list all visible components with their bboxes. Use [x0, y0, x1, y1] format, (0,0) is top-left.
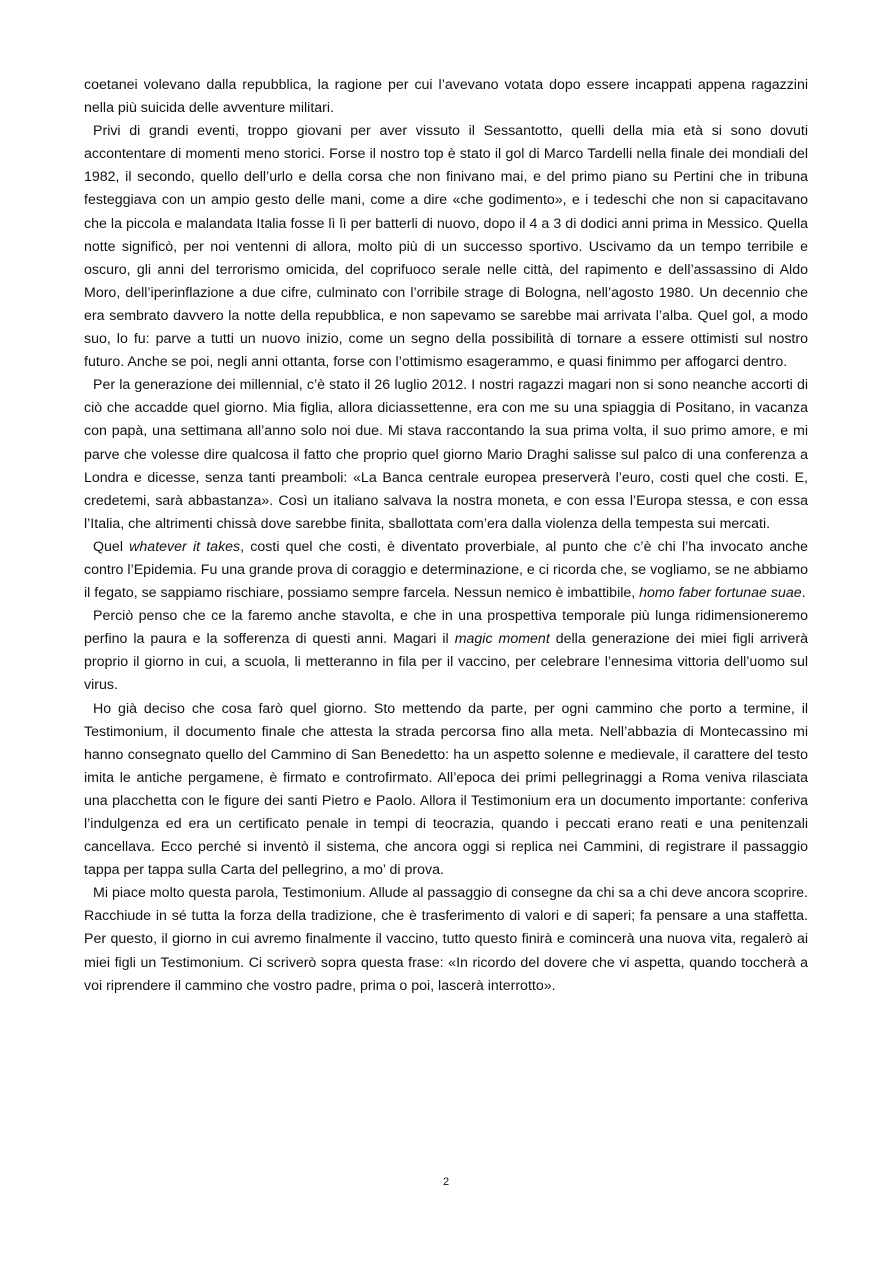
paragraph [84, 882, 808, 997]
italic-text: homo faber fortunae suae [639, 585, 802, 602]
paragraph [84, 74, 808, 120]
paragraph-text: Quel [93, 538, 130, 555]
paragraph [84, 698, 808, 883]
italic-text: whatever it takes [129, 538, 241, 555]
paragraph-text: , costi quel che costi, è diventato proverbiale, al punto che c’è chi l’ha invocato anche contro l’Epidemia. Fu una grande prova di coraggio e determinazione, e ci ricorda che, se vogliamo, se ne abbiamo il fegato, se sappiamo rischiare, possiamo sempre farcela. Nessun nemico è imbattibile, [84, 538, 808, 602]
paragraph-text: . [801, 585, 806, 602]
paragraph [84, 120, 808, 374]
paragraph-text: Perciò penso che ce la faremo anche stavolta, e che in una prospettiva temporale più lunga ridimensioneremo perfino la paura e la sofferenza di questi anni. Magari il [84, 608, 808, 648]
page-number: 2 [442, 1176, 450, 1188]
document-body [84, 74, 808, 998]
paragraph [84, 374, 808, 536]
paragraph-text: coetanei volevano dalla repubblica, la ragione per cui l’avevano votata dopo essere incappati appena ragazzini nella più suicida delle avventure militari. [84, 77, 808, 117]
paragraph-text: Privi di grandi eventi, troppo giovani per aver vissuto il Sessantotto, quelli della mia età si sono dovuti accontentare di momenti meno storici. Forse il nostro top è stato il gol di Marco Tardelli nella finale dei mondiali del 1982, il secondo, quello dell’urlo e della corsa che non finivano mai, e del primo piano su Pertini che in tribuna festeggiava con un ampio gesto delle mani, come a dire «che godimento», e i tedeschi che non si capacitavano che la piccola e malandata Italia fosse lì lì per batterli di nuovo, dopo il 4 a 3 di dodici anni prima in Messico. Quella notte significò, per noi ventenni di allora, molto più di un successo sportivo. Uscivamo da un tempo terribile e oscuro, gli anni del terrorismo omicida, del coprifuoco serale nelle città, del rapimento e dell’assassino di Aldo Moro, dell’iperinflazione a due cifre, culminato con l’orribile strage di Bologna, nell’agosto 1980. Un decennio che era sembrato davvero la notte della repubblica, e non sapevamo se sarebbe mai arrivata l’alba. Quel gol, a modo suo, lo fu: parve a tutti un nuovo inizio, come un segno della possibilità di tornare a essere ottimisti sul nostro futuro. Anche se poi, negli anni ottanta, forse con l’ottimismo esagerammo, e quasi finimmo per affogarci dentro. [84, 123, 808, 371]
paragraph [84, 605, 808, 697]
paragraph-text: Mi piace molto questa parola, Testimonium. Allude al passaggio di consegne da chi sa a chi deve ancora scoprire. Racchiude in sé tutta la forza della tradizione, che è trasferimento di valori e di saperi; fa pensare a una staffetta. Per questo, il giorno in cui avremo finalmente il vaccino, tutto questo finirà e comincerà una nuova vita, regalerò ai miei figli un Testimonium. Ci scriverò sopra questa frase: «In ricordo del dovere che vi aspetta, quando toccherà a voi riprendere il cammino che vostro padre, prima o poi, lascerà interrotto». [84, 885, 808, 994]
paragraph-text: Ho già deciso che cosa farò quel giorno. Sto mettendo da parte, per ogni cammino che porto a termine, il Testimonium, il documento finale che attesta la strada percorsa fino alla meta. Nell’abbazia di Montecassino mi hanno consegnato quello del Cammino di San Benedetto: ha un aspetto solenne e medievale, il carattere del testo imita le antiche pergamene, è firmato e controfirmato. All’epoca dei primi pellegrinaggi a Roma veniva rilasciata una placchetta con le figure dei santi Pietro e Paolo. Allora il Testimonium era un documento importante: conferiva l’indulgenza ed era un certificato penale in tempi di teocrazia, quando i peccati erano reati e una penitenzali cancellava. Ecco perché si inventò il sistema, che ancora oggi si replica nei Cammini, di registrare il passaggio tappa per tappa sulla Carta del pellegrino, a mo’ di prova. [84, 700, 808, 879]
paragraph-text: della generazione dei miei figli arriverà proprio il giorno in cui, a scuola, li metteranno in fila per il vaccino, per celebrare l’ennesima vittoria dell’uomo sul virus. [84, 631, 809, 694]
paragraph-text: Per la generazione dei millennial, c’è stato il 26 luglio 2012. I nostri ragazzi magari non si sono neanche accorti di ciò che accadde quel giorno. Mia figlia, allora diciassettenne, era con me su una spiaggia di Positano, in vacanza con papà, una settimana all’anno solo noi due. Mi stava raccontando la sua prima volta, il suo primo amore, e mi parve che volesse dire qualcosa il fatto che proprio quel giorno Mario Draghi salisse sul palco di una conferenza a Londra e dicesse, senza tanti preamboli: «La Banca centrale europea preserverà l’euro, costi quel che costi. E, credetemi, sarà abbastanza». Così un italiano salvava la nostra moneta, e con essa l’Europa stessa, e con essa l’Italia, che altrimenti chissà dove sarebbe finita, sballottata com’era dalla violenza della tempesta sui mercati. [84, 377, 808, 532]
paragraph [84, 536, 808, 605]
italic-text: magic moment [454, 631, 550, 648]
